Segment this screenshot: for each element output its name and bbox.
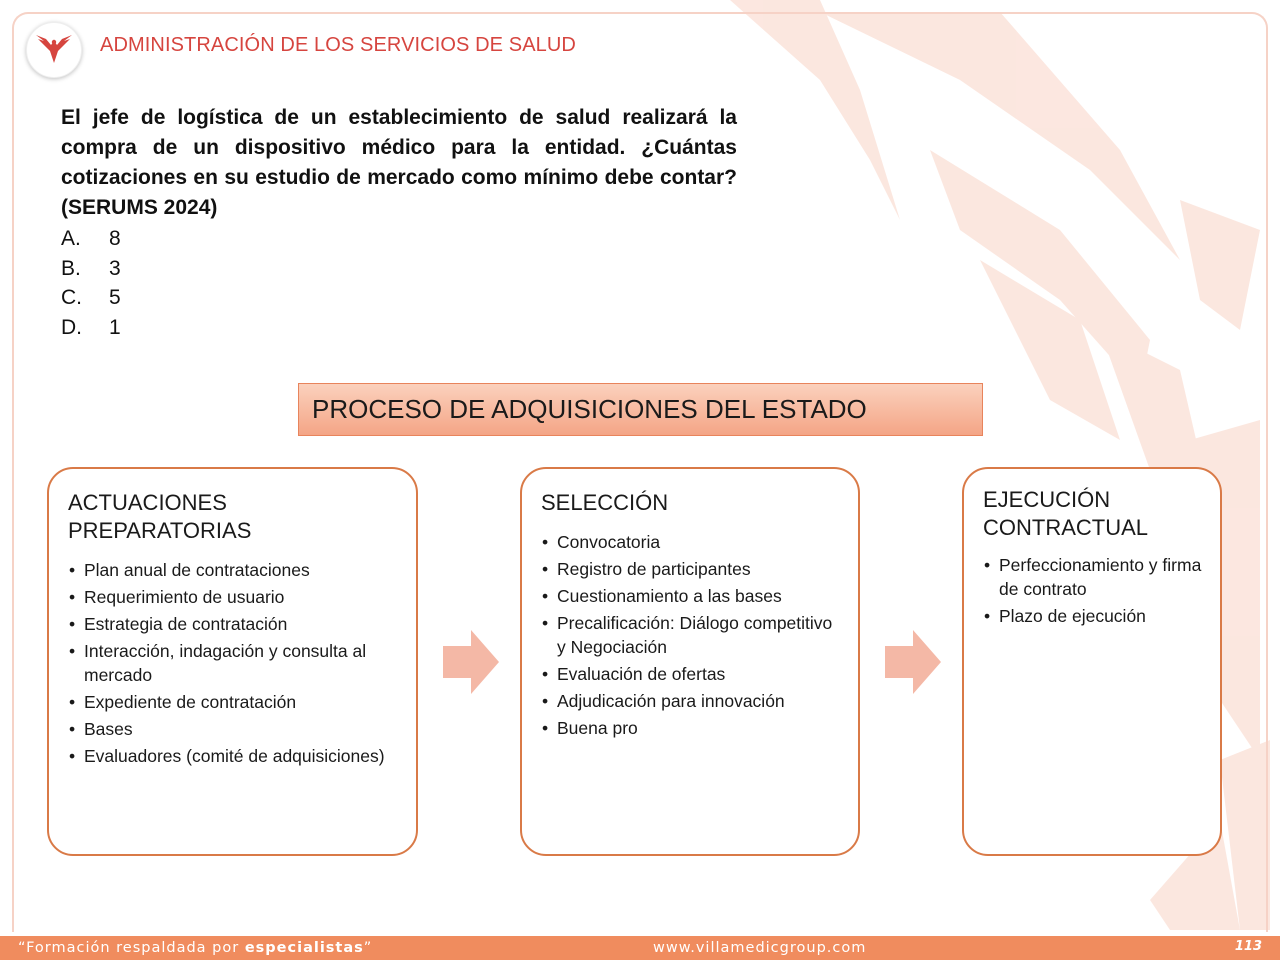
- option-value: 5: [109, 286, 121, 309]
- footer-bar: [0, 936, 1280, 960]
- option-d: [61, 313, 121, 343]
- stage-title: ACTUACIONES PREPARATORIAS: [68, 490, 252, 543]
- list-item: • Estrategia de contratación: [68, 613, 402, 637]
- option-letter: D.: [61, 315, 82, 339]
- option-value: 3: [109, 256, 121, 280]
- slogan-prefix: “Formación respaldada por: [18, 940, 245, 956]
- list-item: • Evaluación de ofertas: [541, 663, 844, 687]
- stage-title: SELECCIÓN: [541, 490, 669, 515]
- question-text: El jefe de logística de un establecimiento de salud realizará la compra de un dispositivo médico para la entidad. ¿Cuántas cotizaciones en su estudio de mercado como mínimo debe contar? (SERUMS 2024): [61, 106, 737, 219]
- header-title: ADMINISTRACIÓN DE LOS SERVICIOS DE SALUD: [100, 34, 576, 56]
- process-title: [298, 383, 983, 436]
- option-b: [61, 254, 121, 284]
- list-item: • Registro de participantes: [541, 558, 844, 582]
- stage-item-list: [541, 531, 844, 740]
- list-item: • Plazo de ejecución: [983, 605, 1206, 629]
- stage-title: EJECUCIÓN CONTRACTUAL: [983, 487, 1149, 540]
- footer-website-link[interactable]: www.villamedicgroup.com: [653, 940, 867, 956]
- list-item: • Adjudicación para innovación: [541, 690, 844, 714]
- list-item: • Convocatoria: [541, 531, 844, 555]
- phoenix-logo-icon: [26, 22, 82, 78]
- list-item: • Perfeccionamiento y firma de contrato: [983, 554, 1206, 601]
- option-letter: A.: [61, 227, 81, 250]
- option-letter: B.: [61, 256, 81, 280]
- stage-item-list: [68, 559, 402, 768]
- right-arrow-icon: [443, 630, 499, 694]
- right-arrow-icon: [885, 630, 941, 694]
- stage-box-seleccion: [520, 467, 860, 856]
- stage-box-actuaciones-preparatorias: [47, 467, 418, 856]
- option-c: [61, 283, 121, 313]
- list-item: • Requerimiento de usuario: [68, 586, 402, 610]
- list-item: • Precalificación: Diálogo competitivo y Negociación: [541, 612, 844, 659]
- list-item: • Evaluadores (comité de adquisiciones): [68, 745, 402, 769]
- footer-slogan: [18, 940, 372, 956]
- slogan-suffix: ”: [363, 940, 373, 956]
- list-item: • Bases: [68, 718, 402, 742]
- page-number: 113: [1234, 939, 1262, 954]
- option-letter: C.: [61, 286, 82, 309]
- process-title-text: PROCESO DE ADQUISICIONES DEL ESTADO: [312, 394, 867, 424]
- list-item: • Plan anual de contrataciones: [68, 559, 402, 583]
- option-a: [61, 224, 121, 254]
- answer-options: [61, 224, 121, 342]
- list-item: • Buena pro: [541, 717, 844, 741]
- slogan-bold: especialistas: [244, 940, 364, 956]
- list-item: • Expediente de contratación: [68, 691, 402, 715]
- stage-box-ejecucion-contractual: [962, 467, 1222, 856]
- list-item: • Cuestionamiento a las bases: [541, 585, 844, 609]
- option-value: 8: [109, 227, 121, 250]
- option-value: 1: [109, 315, 121, 339]
- list-item: • Interacción, indagación y consulta al mercado: [68, 640, 402, 687]
- stage-item-list: [983, 554, 1206, 628]
